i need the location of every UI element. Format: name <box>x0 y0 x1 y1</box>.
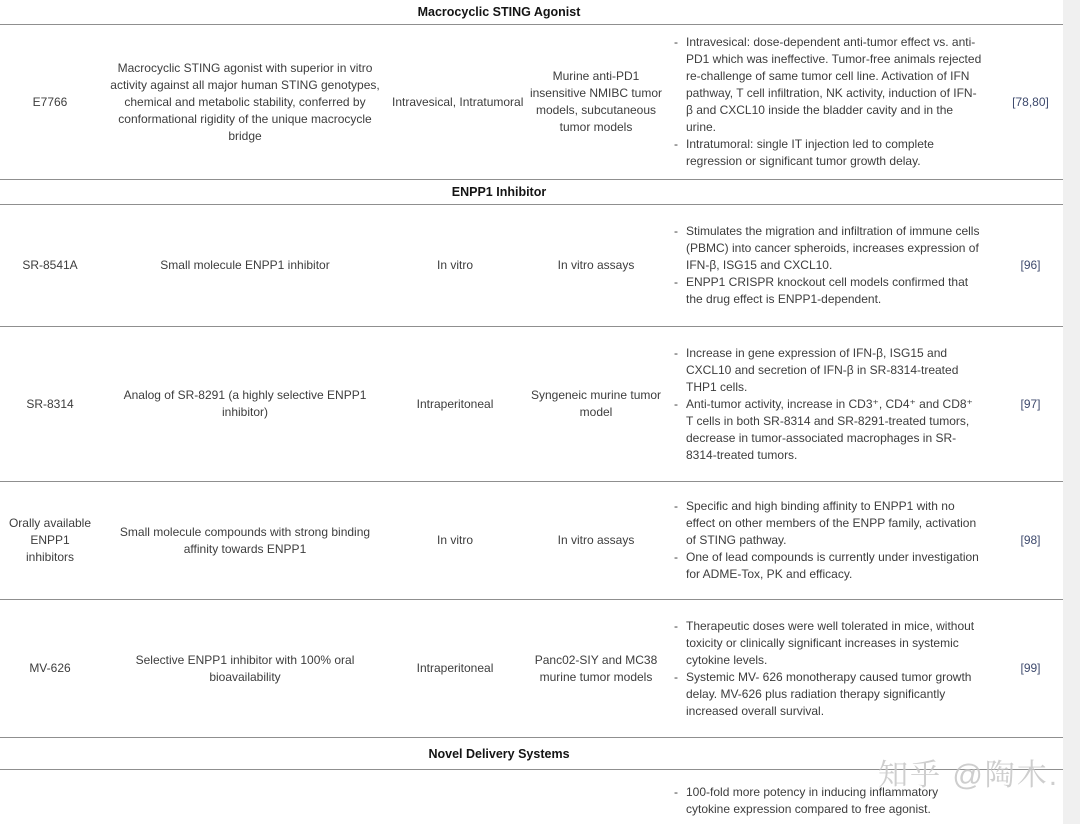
bullet-marker: - <box>674 35 678 49</box>
table-row <box>0 327 1063 482</box>
section-header-label: Novel Delivery Systems <box>428 746 570 761</box>
agent-description: Small molecule compounds with strong binding affinity towards ENPP1 <box>119 524 371 556</box>
results-list <box>672 498 998 583</box>
result-item <box>674 274 982 308</box>
administration-route: Intraperitoneal <box>416 396 494 411</box>
result-item <box>674 34 982 136</box>
results-list <box>672 345 998 464</box>
administration-route: In vitro <box>436 533 473 547</box>
result-item <box>674 498 982 549</box>
table-row <box>0 25 1063 180</box>
agent-name: Orally available ENPP1 inhibitors <box>8 516 92 564</box>
table-row <box>0 205 1063 327</box>
bullet-marker: - <box>674 785 678 799</box>
bullet-marker: - <box>674 499 678 513</box>
agent-description: Macrocyclic STING agonist with superior in vitro activity against all major human STING genotypes, chemical and metabolic stability, conferred by conformational rigidity of the unique macrocycle bridge <box>110 60 380 143</box>
result-item <box>674 396 982 464</box>
bullet-marker: - <box>674 345 678 360</box>
result-text: Anti-tumor activity, increase in CD3⁺, CD4⁺ and CD8⁺ T cells in both SR-8314 and SR-8291-treated tumors, decrease in tumor-associated macrophages in SR-8314-treated tumors. <box>686 396 973 462</box>
agent-description: Selective ENPP1 inhibitor with 100% oral bioavailability <box>135 652 355 684</box>
result-item <box>674 669 982 720</box>
tumor-models: Panc02-SIY and MC38 murine tumor models <box>534 652 658 684</box>
result-item <box>674 618 982 669</box>
bullet-marker: - <box>674 669 678 684</box>
section-header <box>0 0 1063 25</box>
tumor-models: Syngeneic murine tumor model <box>530 388 662 419</box>
section-header-label: Macrocyclic STING Agonist <box>417 5 581 19</box>
table-row <box>0 482 1063 600</box>
result-text: Intratumoral: single IT injection led to complete regression or significant tumor growth delay. <box>686 137 934 168</box>
bullet-marker: - <box>674 224 678 238</box>
result-item <box>674 549 982 583</box>
tumor-models: Murine anti-PD1 insensitive NMIBC tumor models, subcutaneous tumor models <box>529 69 663 134</box>
tumor-models: In vitro assays <box>557 258 635 272</box>
administration-route: In vitro <box>436 258 473 272</box>
agent-name: SR-8541A <box>22 258 78 272</box>
zhihu-watermark: 知乎 @陶木. <box>878 759 1060 792</box>
agent-name: SR-8314 <box>26 396 74 411</box>
results-list <box>672 223 998 308</box>
reference: [98] <box>1020 533 1041 547</box>
result-text: 100-fold more potency in inducing inflammatory cytokine expression compared to free agonist. <box>686 785 939 816</box>
result-item <box>674 784 982 818</box>
results-list <box>672 34 998 170</box>
administration-route: Intravesical, Intratumoral <box>392 94 524 109</box>
result-item <box>674 223 982 274</box>
agent-name: MV-626 <box>29 661 71 675</box>
bullet-marker: - <box>674 137 678 151</box>
tumor-models: In vitro assays <box>557 533 635 547</box>
administration-route: Intraperitoneal <box>416 661 494 675</box>
result-item <box>674 345 982 396</box>
agent-description: Analog of SR-8291 (a highly selective ENPP1 inhibitor) <box>123 388 367 419</box>
result-text: Increase in gene expression of IFN-β, ISG15 and CXCL10 and secretion of IFN-β in SR-8314-treated THP1 cells. <box>686 345 959 394</box>
section-header <box>0 180 1063 205</box>
reference: [99] <box>1020 661 1041 675</box>
bullet-marker: - <box>674 550 678 564</box>
result-text: Therapeutic doses were well tolerated in mice, without toxicity or clinically significant increases in systemic cytokine levels. <box>686 618 975 667</box>
result-text: ENPP1 CRISPR knockout cell models confirmed that the drug effect is ENPP1-dependent. <box>686 275 969 306</box>
results-list <box>672 770 998 818</box>
section-header <box>0 738 1063 770</box>
section-header-label: ENPP1 Inhibitor <box>451 185 547 199</box>
bullet-marker: - <box>674 618 678 633</box>
reference: [78,80] <box>1012 94 1049 109</box>
result-text: One of lead compounds is currently under investigation for ADME-Tox, PK and efficacy. <box>686 550 979 581</box>
result-text: Intravesical: dose-dependent anti-tumor effect vs. anti-PD1 which was ineffective. Tumor-free animals rejected re-challenge of same tumor cell line. Activation of IFN pathway, T cell infiltration, NK activity, induction of IFN-β and CXCL10 inside the bladder cavity and in the urine. <box>686 35 982 134</box>
reference: [97] <box>1020 396 1041 411</box>
result-text: Systemic MV- 626 monotherapy caused tumor growth delay. MV-626 plus radiation therapy significantly increased overall survival. <box>686 669 972 718</box>
reference: [96] <box>1020 258 1041 272</box>
bullet-marker: - <box>674 396 678 411</box>
bullet-marker: - <box>674 275 678 289</box>
table-row <box>0 770 1063 824</box>
agent-name: E7766 <box>32 94 68 109</box>
result-item <box>674 136 982 170</box>
result-text: Specific and high binding affinity to ENPP1 with no effect on other members of the ENPP family, activation of STING pathway. <box>686 499 977 547</box>
page-edge-strip <box>1063 0 1080 824</box>
results-list <box>672 618 998 720</box>
result-text: Stimulates the migration and infiltration of immune cells (PBMC) into cancer spheroids, increases expression of IFN-β, ISG15 and CXCL10. <box>686 224 980 272</box>
table-row <box>0 600 1063 738</box>
agent-description: Small molecule ENPP1 inhibitor <box>160 258 330 272</box>
